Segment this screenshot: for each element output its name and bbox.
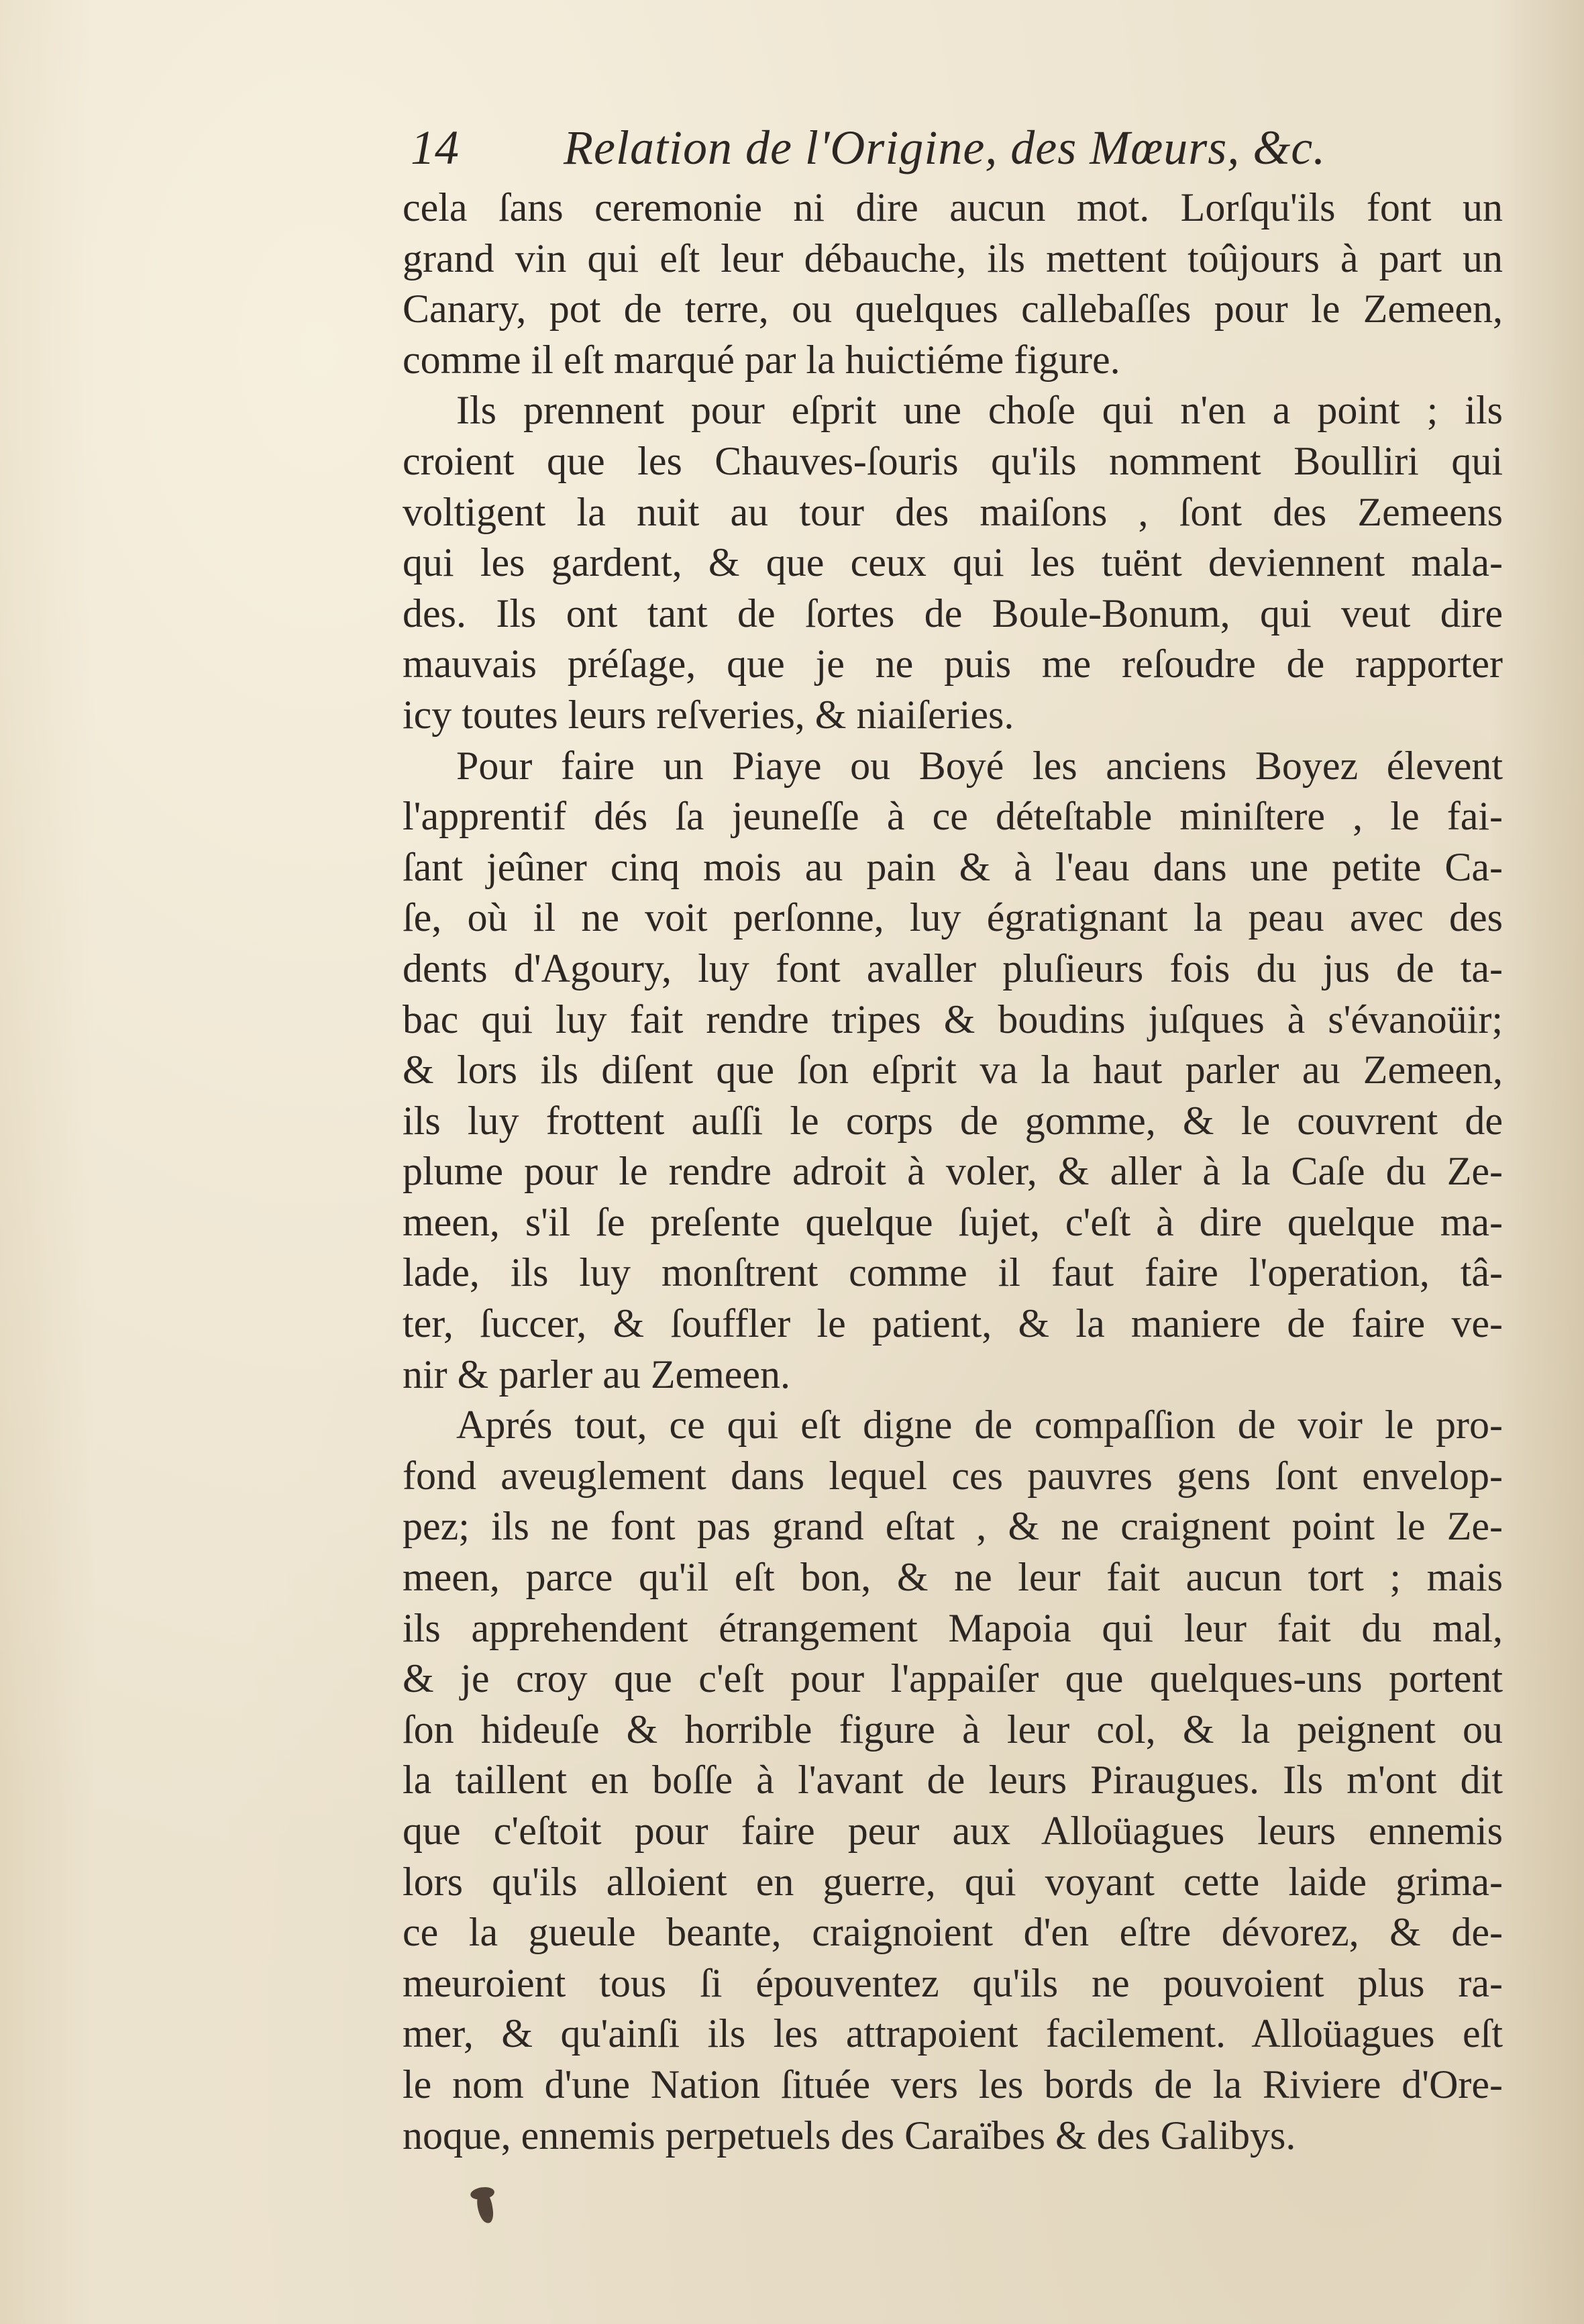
text-line: la taillent en boſſe à l'avant de leurs Piraugues. Ils m'ont dit [403, 1758, 1503, 1803]
text-line: ce la gueule beante, craignoient d'en eſtre dévorez, & de- [403, 1910, 1503, 1955]
text-line: ter, ſuccer, & ſouffler le patient, & la maniere de faire ve- [403, 1301, 1503, 1346]
text-line: fond aveuglement dans lequel ces pauvres gens ſont envelop- [403, 1453, 1503, 1498]
text-line: qui les gardent, & que ceux qui les tuënt deviennent mala- [403, 540, 1503, 585]
text-line: voltigent la nuit au tour des maiſons , ſont des Zemeens [403, 489, 1503, 534]
text-line: meen, s'il ſe preſente quelque ſujet, c'eſt à dire quelque ma- [403, 1199, 1503, 1244]
text-line: mauvais préſage, que je ne puis me reſoudre de rapporter [403, 642, 1503, 687]
text-line: pez; ils ne font pas grand eſtat , & ne craignent point le Ze- [403, 1504, 1503, 1549]
text-line: ſe, où il ne voit perſonne, luy égratignant la peau avec des [403, 895, 1503, 940]
text-line: ſon hideuſe & horrible figure à leur col, & la peignent ou [403, 1707, 1503, 1752]
text-line: le nom d'une Nation ſituée vers les bords de la Riviere d'Ore- [403, 2062, 1503, 2107]
text-line: croient que les Chauves-ſouris qu'ils nomment Boulliri qui [403, 438, 1503, 483]
body-text [403, 183, 1503, 2161]
text-line: cela ſans ceremonie ni dire aucun mot. Lorſqu'ils font un [403, 185, 1503, 230]
text-line: grand vin qui eſt leur débauche, ils mettent toûjours à part un [403, 236, 1503, 281]
text-line: noque, ennemis perpetuels des Caraïbes & des Galibys. [403, 2113, 1296, 2158]
book-page [403, 114, 1503, 2161]
text-line: comme il eſt marqué par la huictiéme figure. [403, 337, 1120, 382]
text-line: l'apprentif dés ſa jeuneſſe à ce déteſtable miniſtere , le fai- [403, 794, 1503, 839]
text-line: nir & parler au Zemeen. [403, 1352, 791, 1397]
text-line: ſant jeûner cinq mois au pain & à l'eau dans une petite Ca- [403, 844, 1503, 889]
text-line: lors qu'ils alloient en guerre, qui voyant cette laide grima- [403, 1859, 1503, 1904]
running-head [403, 114, 1503, 181]
text-line: plume pour le rendre adroit à voler, & aller à la Caſe du Ze- [403, 1149, 1503, 1194]
page-number: 14 [411, 121, 459, 174]
text-line: icy toutes leurs reſveries, & niaiſeries. [403, 692, 1014, 737]
text-line: & lors ils diſent que ſon eſprit va la haut parler au Zemeen, [403, 1048, 1503, 1093]
text-line: bac qui luy fait rendre tripes & boudins juſques à s'évanoüir; [403, 997, 1503, 1042]
text-line: Ils prennent pour eſprit une choſe qui n'en a point ; ils [456, 388, 1503, 433]
ink-blot [476, 2190, 494, 2225]
text-line: Aprés tout, ce qui eſt digne de compaſſion de voir le pro- [456, 1403, 1503, 1448]
text-line: que c'eſtoit pour faire peur aux Alloüagues leurs ennemis [403, 1809, 1503, 1853]
text-line: ils apprehendent étrangement Mapoia qui leur fait du mal, [403, 1605, 1503, 1650]
text-line: & je croy que c'eſt pour l'appaiſer que quelques-uns portent [403, 1656, 1503, 1701]
text-line: meen, parce qu'il eſt bon, & ne leur fait aucun tort ; mais [403, 1555, 1503, 1600]
text-line: ils luy frottent auſſi le corps de gomme, & le couvrent de [403, 1098, 1503, 1143]
text-line: meuroient tous ſi épouventez qu'ils ne pouvoient plus ra- [403, 1960, 1503, 2005]
text-line: Pour faire un Piaye ou Boyé les anciens Boyez élevent [456, 743, 1503, 788]
text-line: Canary, pot de terre, ou quelques callebaſſes pour le Zemeen, [403, 287, 1503, 332]
text-line: mer, & qu'ainſi ils les attrapoient facilement. Alloüagues eſt [403, 2011, 1503, 2056]
text-line: lade, ils luy monſtrent comme il faut faire l'operation, tâ- [403, 1250, 1503, 1295]
running-title: Relation de l'Origine, des Mœurs, &c. [564, 121, 1326, 174]
text-line: des. Ils ont tant de ſortes de Boule-Bonum, qui veut dire [403, 591, 1503, 636]
text-line: dents d'Agoury, luy font avaller pluſieurs fois du jus de ta- [403, 946, 1503, 991]
